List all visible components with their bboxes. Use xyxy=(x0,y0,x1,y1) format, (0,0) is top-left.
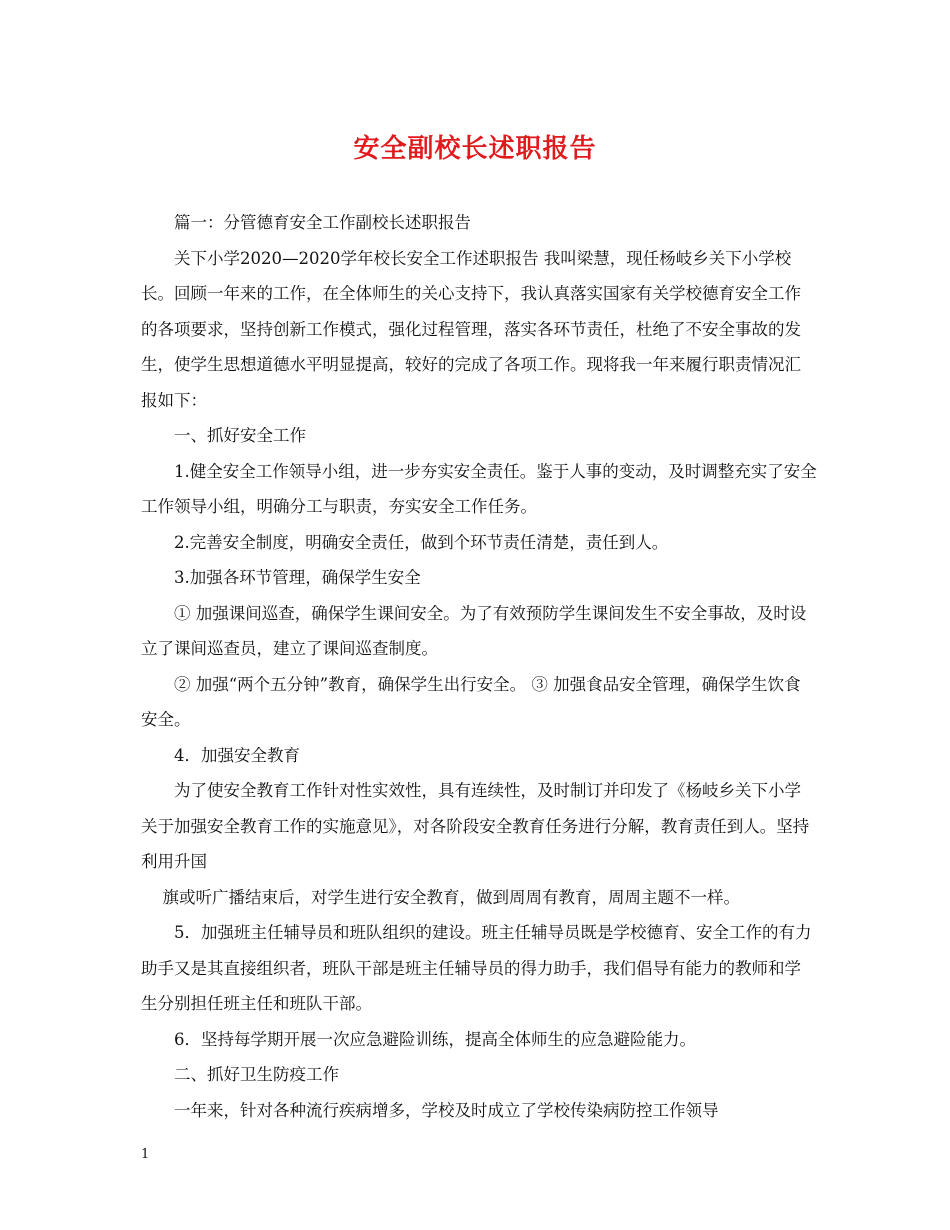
paragraph: 旗或听广播结束后，对学生进行安全教育，做到周周有教育，周周主题不一样。 xyxy=(162,887,740,907)
paragraph: ② 加强“两个五分钟”教育，确保学生出行安全。 ③ 加强食品安全管理，确保学生饮食安全。 xyxy=(141,674,801,729)
paragraph: 为了使安全教育工作针对性实效性，具有连续性，及时制订并印发了《杨岐乡关下小学关于加强安全教育工作的实施意见》，对各阶段安全教育任务进行分解，教育责任到人。坚持利用升国 xyxy=(141,781,810,871)
paragraph: 5．加强班主任辅导员和班队组织的建设。班主任辅导员既是学校德育、安全工作的有力助手又是其直接组织者，班队干部是班主任辅导员的得力助手，我们倡导有能力的教师和学生分别担任班主任和班队干部。 xyxy=(141,923,812,1013)
section-heading: 二、抓好卫生防疫工作 xyxy=(174,1065,339,1084)
paragraph: 1.健全安全工作领导小组，进一步夯实安全责任。鉴于人事的变动，及时调整充实了安全工作领导小组，明确分工与职责，夯实安全工作任务。 xyxy=(141,461,817,516)
paragraph-heading: 篇一：分管德育安全工作副校长述职报告 xyxy=(174,213,471,232)
paragraph: 关下小学2020—2020学年校长安全工作述职报告 我叫梁慧，现任杨岐乡关下小学校长。回顾一年来的工作，在全体师生的关心支持下，我认真落实国家有关学校德育安全工作的各项要求，坚持创新工作模式，强化过程管理，落实各环节责任，杜绝了不安全事故的发生，使学生思想道德水平明显提高，较好的完成了各项工作。现将我一年来履行职责情况汇报如下： xyxy=(141,248,801,410)
paragraph: 2.完善安全制度，明确安全责任，做到个环节责任清楚，责任到人。 xyxy=(174,532,669,552)
document-body xyxy=(141,205,817,1128)
paragraph: 一年来，针对各种流行疾病增多，学校及时成立了学校传染病防控工作领导 xyxy=(174,1100,719,1120)
paragraph: 6．坚持每学期开展一次应急避险训练，提高全体师生的应急避险能力。 xyxy=(174,1029,696,1049)
section-heading: 一、抓好安全工作 xyxy=(174,426,306,445)
paragraph: 3.加强各环节管理，确保学生安全 xyxy=(174,568,421,587)
page-number: 1 xyxy=(141,1147,150,1162)
paragraph: ① 加强课间巡查，确保学生课间安全。为了有效预防学生课间发生不安全事故，及时设立了课间巡查员，建立了课间巡查制度。 xyxy=(141,603,807,658)
paragraph: 4．加强安全教育 xyxy=(174,745,300,765)
document-title: 安全副校长述职报告 xyxy=(353,134,597,164)
